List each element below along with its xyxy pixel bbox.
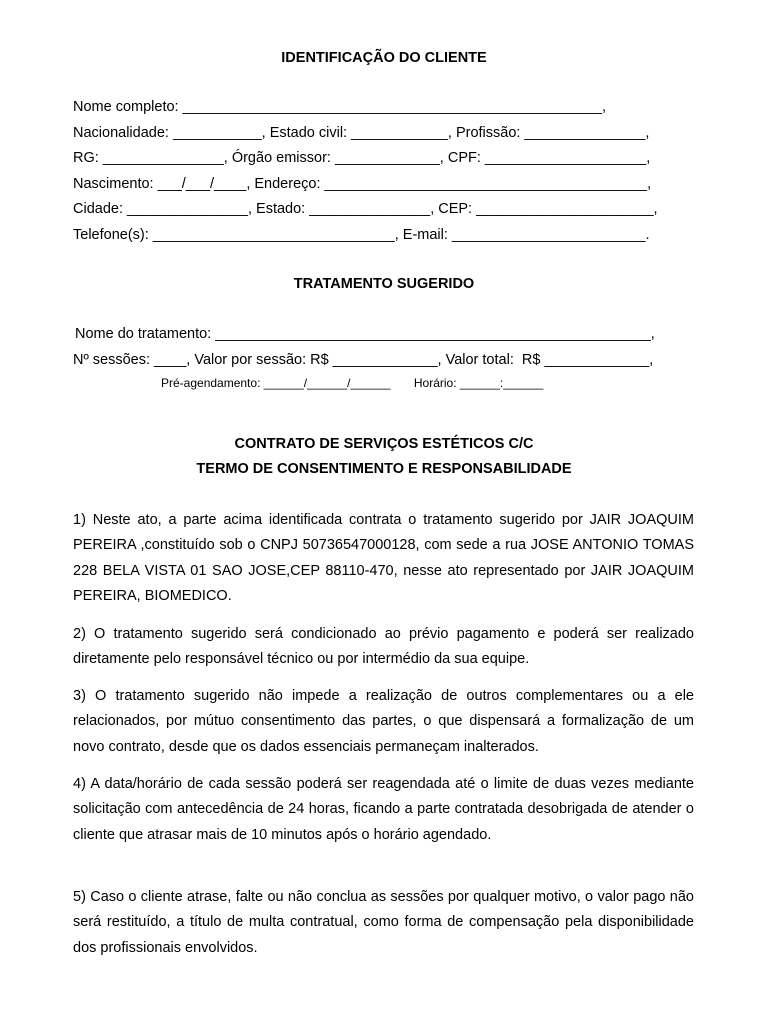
field-phone-email: Telefone(s): ______________________________, E-mail: ________________________. [73, 227, 650, 243]
clause-4: 4) A data/horário de cada sessão poderá ser reagendada até o limite de duas vezes mediante solicitação com antecedência de 24 horas, ficando a parte contratada desobrigada de atender o cliente que atrasar mais de 10 minutos após o horário agendado. [73, 776, 694, 843]
field-nationality: Nacionalidade: ___________, Estado civil: ____________, Profissão: _______________, [73, 125, 650, 141]
contract-subtitle: TERMO DE CONSENTIMENTO E RESPONSABILIDADE [196, 461, 572, 477]
contract-title: CONTRATO DE SERVIÇOS ESTÉTICOS C/C [234, 436, 534, 452]
field-sessions-values: Nº sessões: ____, Valor por sessão: R$ _____________, Valor total: R$ _____________, [73, 352, 654, 368]
field-full-name: Nome completo: ____________________________________________________, [73, 99, 606, 115]
field-treatment-name: Nome do tratamento: ______________________________________________________, [75, 326, 655, 342]
field-pre-schedule: Pré-agendamento: ______/______/______ Horário: ______:______ [161, 376, 544, 390]
clause-5: 5) Caso o cliente atrase, falte ou não conclua as sessões por qualquer motivo, o valor pago não será restituído, a título de multa contratual, como forma de compensação pela disponibilidade dos profissionais envolvidos. [73, 889, 694, 956]
field-birth-address: Nascimento: ___/___/____, Endereço: ________________________________________, [73, 176, 652, 192]
clause-3: 3) O tratamento sugerido não impede a realização de outros complementares ou a ele relacionados, por mútuo consentimento das partes, o que dispensará a formalização de um novo contrato, desde que os dados essenciais permaneçam inalterados. [73, 688, 694, 755]
suggested-treatment-heading: TRATAMENTO SUGERIDO [293, 276, 475, 292]
field-rg: RG: _______________, Órgão emissor: _____________, CPF: ____________________, [73, 150, 651, 166]
client-identification-heading: IDENTIFICAÇÃO DO CLIENTE [281, 50, 487, 66]
field-city: Cidade: _______________, Estado: _______________, CEP: ______________________, [73, 201, 658, 217]
clause-1: 1) Neste ato, a parte acima identificada contrata o tratamento sugerido por JAIR JOAQUIM PEREIRA ,constituído sob o CNPJ 50736547000128, com sede a rua JOSE ANTONIO TOMAS 228 BELA VISTA 01 SAO JOSE,CEP 88110-470, nesse ato representado por JAIR JOAQUIM PEREIRA, BIOMEDICO. [73, 512, 694, 605]
clause-2: 2) O tratamento sugerido será condicionado ao prévio pagamento e poderá ser realizado diretamente pelo responsável técnico ou por intermédio da sua equipe. [73, 626, 694, 668]
